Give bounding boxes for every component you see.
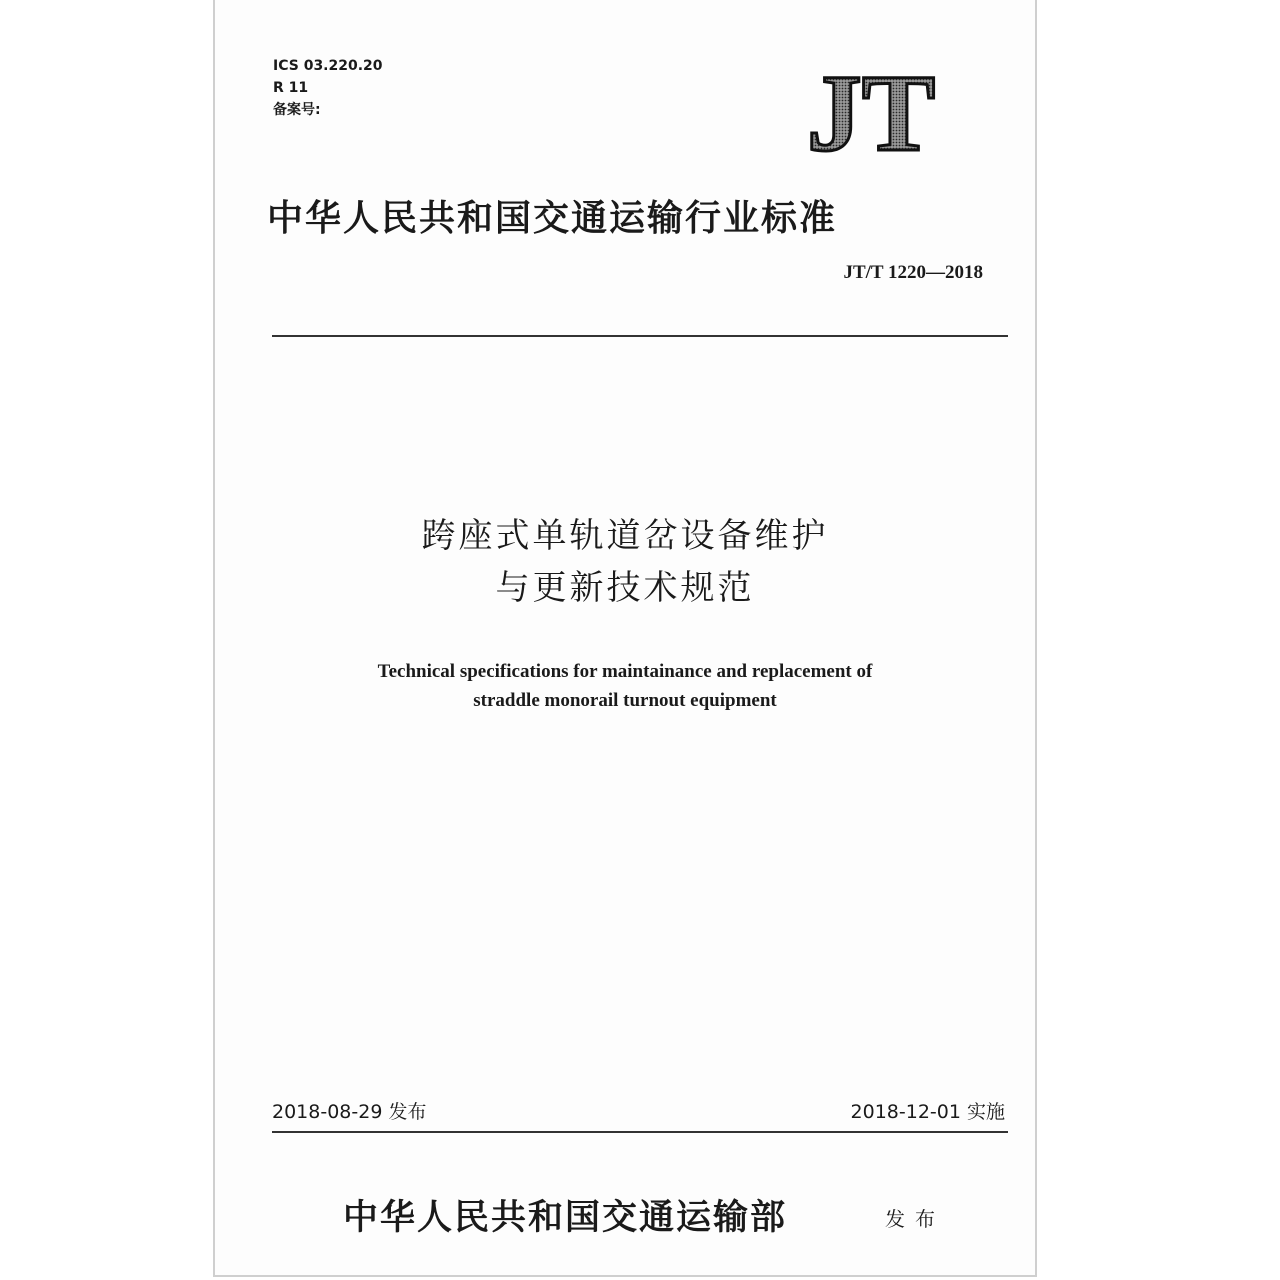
agency-standard-title: 中华人民共和国交通运输行业标准 — [267, 198, 838, 238]
footer-divider — [272, 1131, 1008, 1133]
issue-date: 2018-08-29 发布 — [272, 1101, 427, 1123]
header-divider — [272, 335, 1008, 337]
publish-label: 发布 — [885, 1207, 945, 1231]
document-cover — [213, 0, 1037, 1277]
ics-code: ICS 03.220.20 — [273, 58, 383, 74]
standard-number: JT/T 1220—2018 — [843, 262, 983, 283]
implementation-date: 2018-12-01 实施 — [850, 1101, 1005, 1123]
chinese-title-line1: 跨座式单轨道岔设备维护 — [421, 516, 829, 556]
record-number-label: 备案号: — [273, 102, 321, 118]
chinese-title-line2: 与更新技术规范 — [495, 568, 755, 608]
classification-code: R 11 — [273, 80, 309, 96]
publisher-name: 中华人民共和国交通运输部 — [343, 1198, 788, 1237]
english-title-line1: Technical specifications for maintainance and replacement of — [377, 661, 873, 682]
jt-logo — [781, 66, 961, 156]
jt-logo-text: JT — [806, 66, 936, 156]
english-title-line2: straddle monorail turnout equipment — [473, 690, 777, 711]
